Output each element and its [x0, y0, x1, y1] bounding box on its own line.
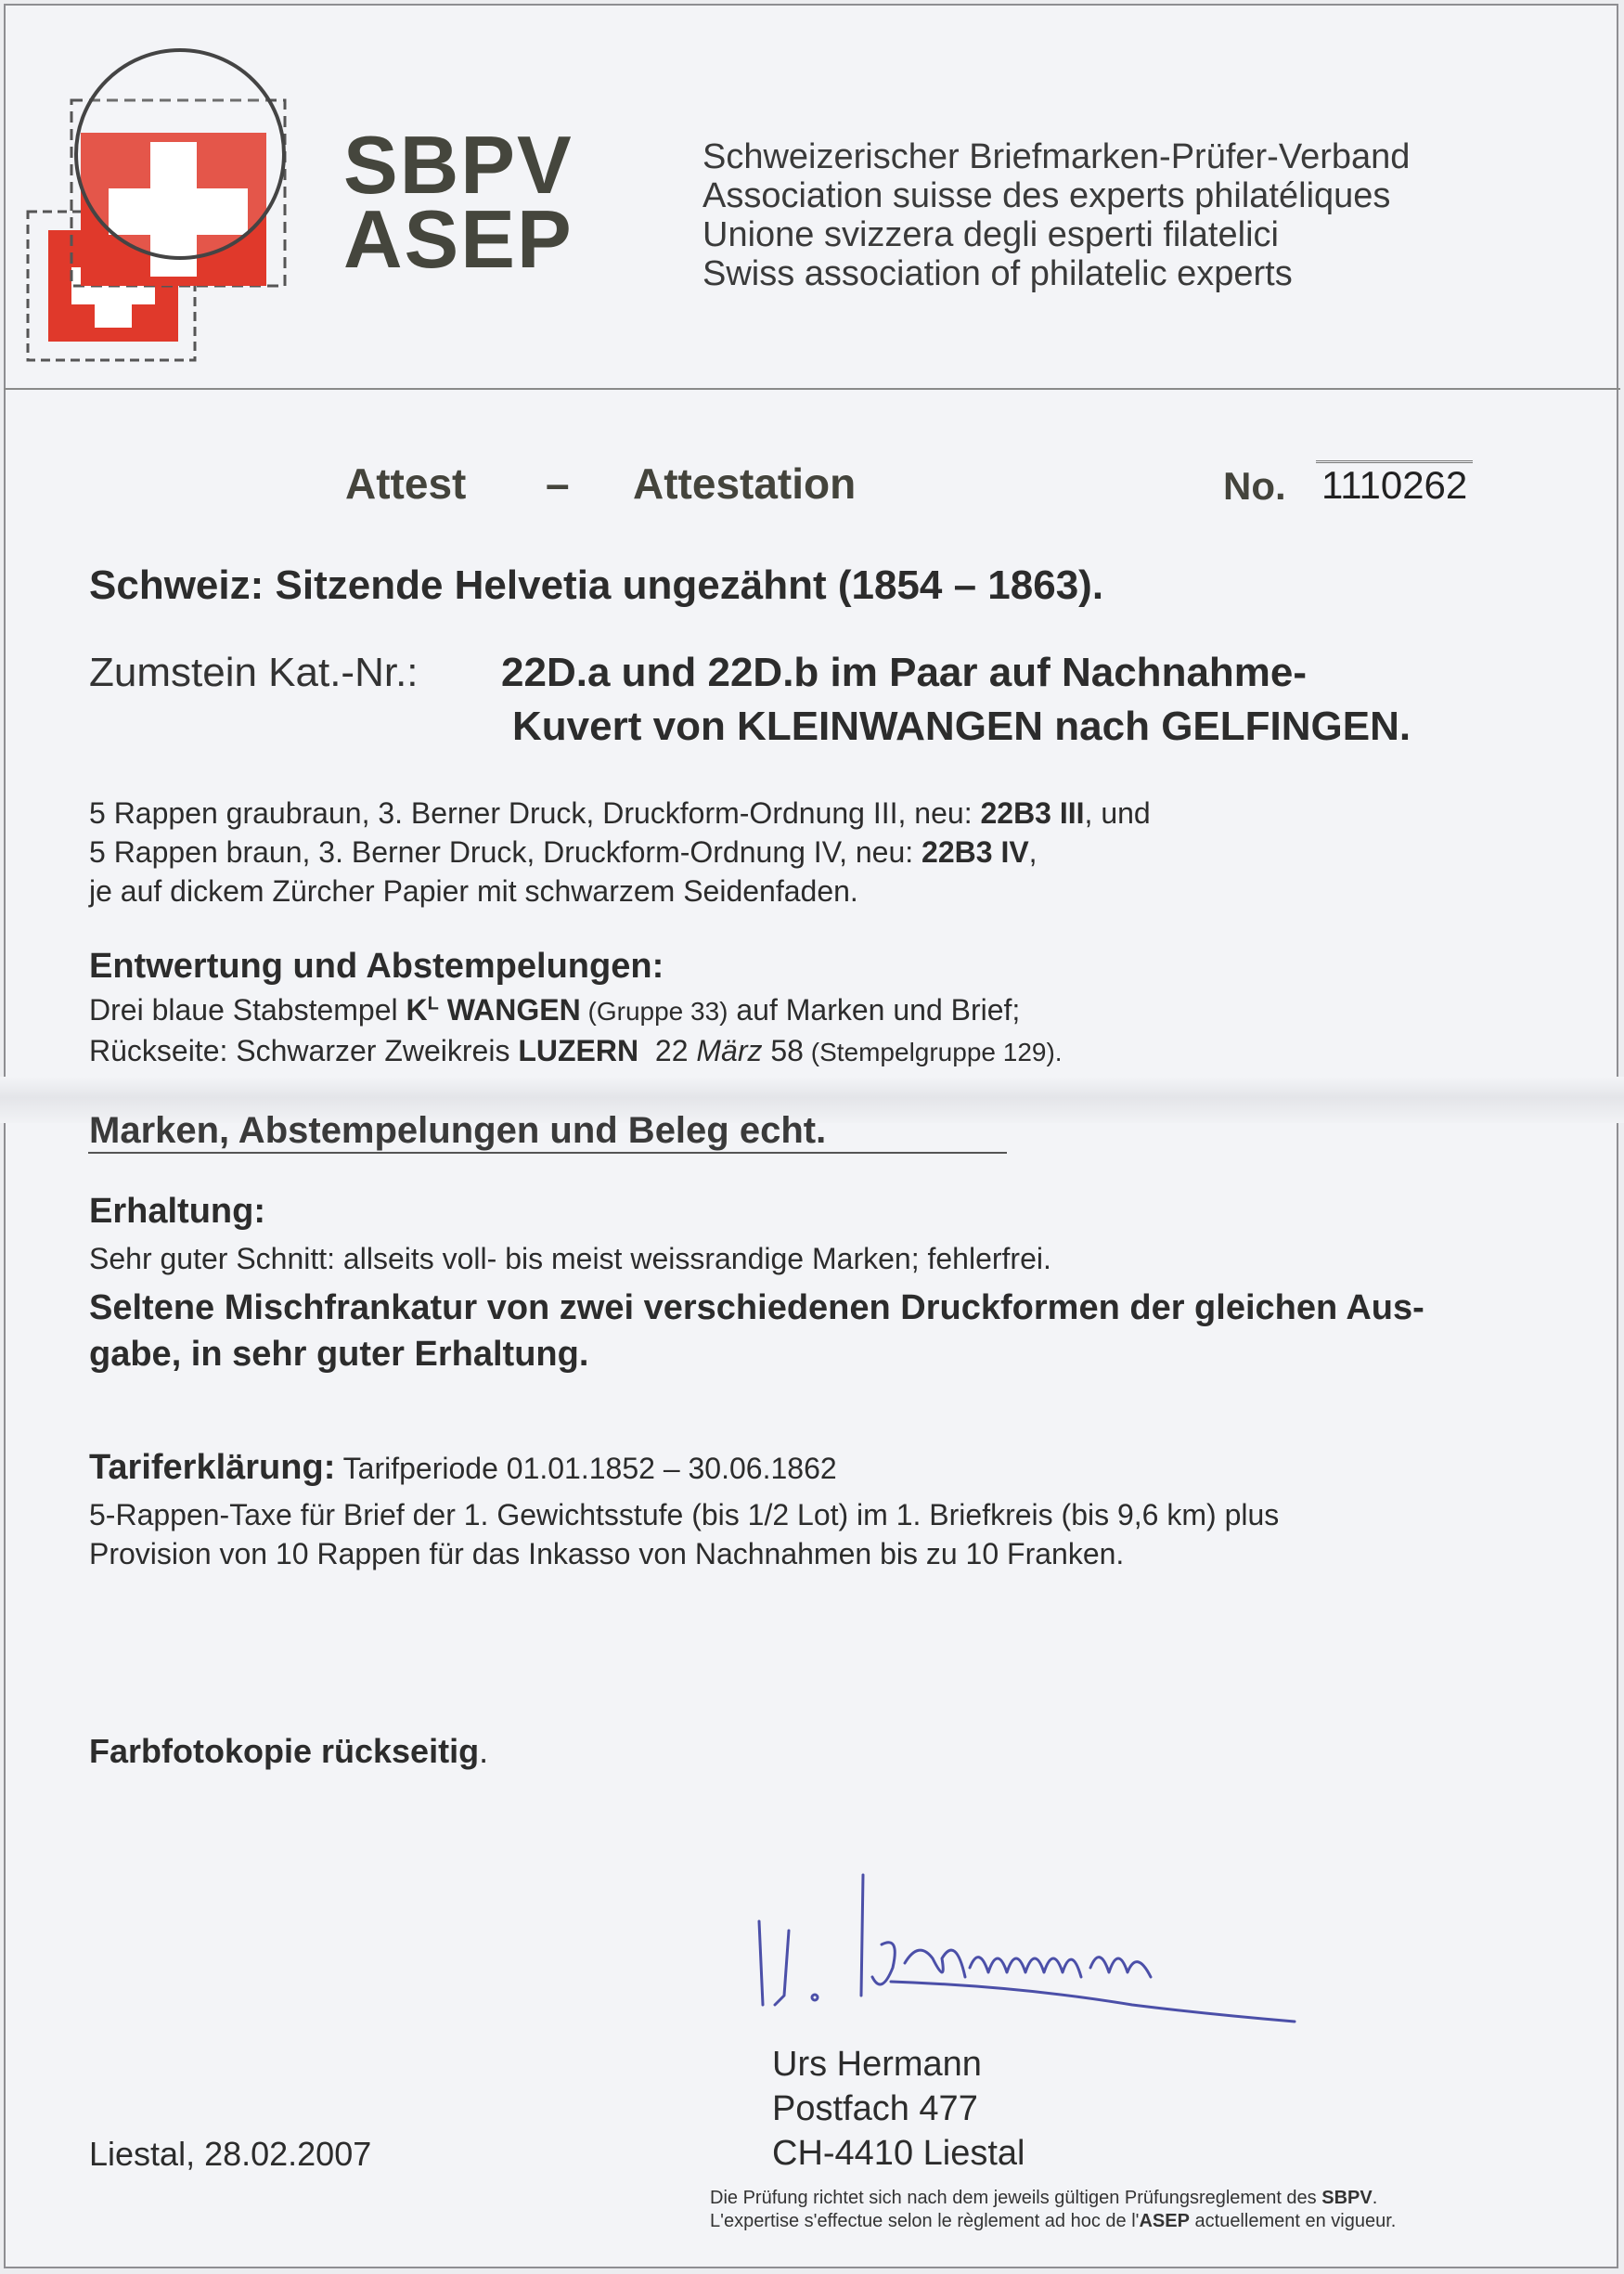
signatory-address-2: CH-4410 Liestal: [772, 2134, 1025, 2173]
footer-asep: ASEP: [1139, 2211, 1190, 2231]
cancellation-stamp-group: (Stempelgruppe 129).: [803, 1038, 1063, 1066]
certificate-number-label: No.: [1223, 464, 1286, 508]
footer-note: [710, 2187, 1396, 2233]
association-name-fr: Association suisse des experts philatéliques: [702, 176, 1391, 215]
fold-crease-line: [88, 1152, 1007, 1154]
cancellation-date-day: 22: [638, 1034, 697, 1067]
logo-wordmark: [343, 119, 574, 285]
signatory-address-1: Postfach 477: [772, 2089, 978, 2128]
logo-text-asep: ASEP: [343, 193, 574, 285]
catalog-label: Zumstein Kat.-Nr.:: [89, 650, 419, 695]
footer-line-fr-text: L'expertise s'effectue selon le règlement ad hoc de l': [710, 2211, 1140, 2231]
tariff-line-2: Provision von 10 Rappen für das Inkasso von Nachnahmen bis zu 10 Franken.: [89, 1537, 1125, 1570]
footer-line-fr: [710, 2210, 1396, 2233]
cancellation-heading: Entwertung und Abstempelungen:: [89, 947, 664, 986]
photocopy-note-period: .: [479, 1732, 489, 1770]
place-date: Liestal, 28.02.2007: [89, 2135, 372, 2173]
description-line-2-tail: ,: [1028, 835, 1038, 869]
logo-text-sbpv: SBPV: [343, 119, 574, 211]
cancellation-line-2-text: Rückseite: Schwarzer Zweikreis: [89, 1034, 519, 1067]
subject-heading: Schweiz: Sitzende Helvetia ungezähnt (1854 – 1863).: [89, 562, 1104, 608]
footer-line-fr-tail: actuellement en vigueur.: [1189, 2211, 1397, 2231]
magnifier-icon: [76, 50, 284, 258]
footer-sbpv: SBPV: [1321, 2188, 1373, 2208]
tariff-header-line: [89, 1448, 837, 1488]
photocopy-note-text: Farbfotokopie rückseitig: [89, 1732, 480, 1770]
cancellation-l-superscript: L: [427, 993, 439, 1014]
cancellation-line-1-tail: auf Marken und Brief;: [728, 993, 1021, 1027]
tariff-heading: Tariferklärung:: [89, 1448, 336, 1487]
footer-line-de-tail: .: [1372, 2188, 1378, 2208]
association-names: [702, 137, 1410, 293]
description-line-1-tail: , und: [1084, 796, 1151, 830]
title-attestation: Attestation: [633, 459, 857, 508]
cancellation-group: (Gruppe 33): [580, 997, 728, 1026]
photocopy-note: [89, 1732, 488, 1771]
title-attest: Attest: [345, 459, 467, 508]
title-dash: –: [546, 459, 570, 508]
cancellation-line-1-text: Drei blaue Stabstempel: [89, 993, 406, 1027]
cancellation-luzern: LUZERN: [518, 1034, 639, 1067]
description-line-1-catalog: 22B3 III: [980, 796, 1085, 830]
condition-rare-line-2: gabe, in sehr guter Erhaltung.: [89, 1335, 589, 1374]
cancellation-wangen: WANGEN: [438, 993, 581, 1027]
verdict-genuine: Marken, Abstempelungen und Beleg echt.: [89, 1110, 827, 1151]
description-line-3: je auf dickem Zürcher Papier mit schwarzem Seidenfaden.: [89, 874, 858, 908]
catalog-value-line1: 22D.a und 22D.b im Paar auf Nachnahme-: [501, 650, 1308, 695]
condition-heading: Erhaltung:: [89, 1192, 265, 1231]
tariff-line-1: 5-Rappen-Taxe für Brief der 1. Gewichtsstufe (bis 1/2 Lot) im 1. Briefkreis (bis 9,6 km) plus: [89, 1498, 1280, 1531]
signatory-name: Urs Hermann: [772, 2045, 982, 2084]
sbpv-logo: [20, 35, 336, 369]
association-name-it: Unione svizzera degli esperti filatelici: [702, 215, 1279, 254]
footer-line-de-text: Die Prüfung richtet sich nach dem jeweils gültigen Prüfungsreglement des: [710, 2188, 1322, 2208]
condition-text: Sehr guter Schnitt: allseits voll- bis meist weissrandige Marken; fehlerfrei.: [89, 1242, 1051, 1275]
association-name-en: Swiss association of philatelic experts: [702, 254, 1293, 293]
header-divider: [4, 388, 1620, 390]
certificate-number: 1110262: [1316, 460, 1473, 508]
cancellation-line-2: [89, 1034, 1063, 1068]
association-name-de: Schweizerischer Briefmarken-Prüfer-Verband: [702, 137, 1411, 176]
cancellation-line-1: [89, 993, 1020, 1027]
signatory-block: [772, 2042, 1025, 2176]
description-line-2-text: 5 Rappen braun, 3. Berner Druck, Druckform-Ordnung IV, neu:: [89, 835, 922, 869]
cancellation-k: K: [406, 993, 428, 1027]
footer-line-de: [710, 2187, 1396, 2210]
description-line-2: [89, 835, 1038, 870]
tariff-period: Tarifperiode 01.01.1852 – 30.06.1862: [335, 1452, 837, 1485]
catalog-value-line2: Kuvert von KLEINWANGEN nach GELFINGEN.: [512, 704, 1411, 749]
cancellation-date-month: März: [696, 1034, 763, 1067]
description-line-2-catalog: 22B3 IV: [922, 835, 1029, 869]
cancellation-date-year: 58: [762, 1034, 804, 1067]
condition-rare-line-1: Seltene Mischfrankatur von zwei verschiedenen Druckformen der gleichen Aus-: [89, 1288, 1424, 1327]
description-line-1: [89, 796, 1151, 831]
description-line-1-text: 5 Rappen graubraun, 3. Berner Druck, Druckform-Ordnung III, neu:: [89, 796, 981, 830]
handwritten-signature: [742, 1856, 1318, 2042]
